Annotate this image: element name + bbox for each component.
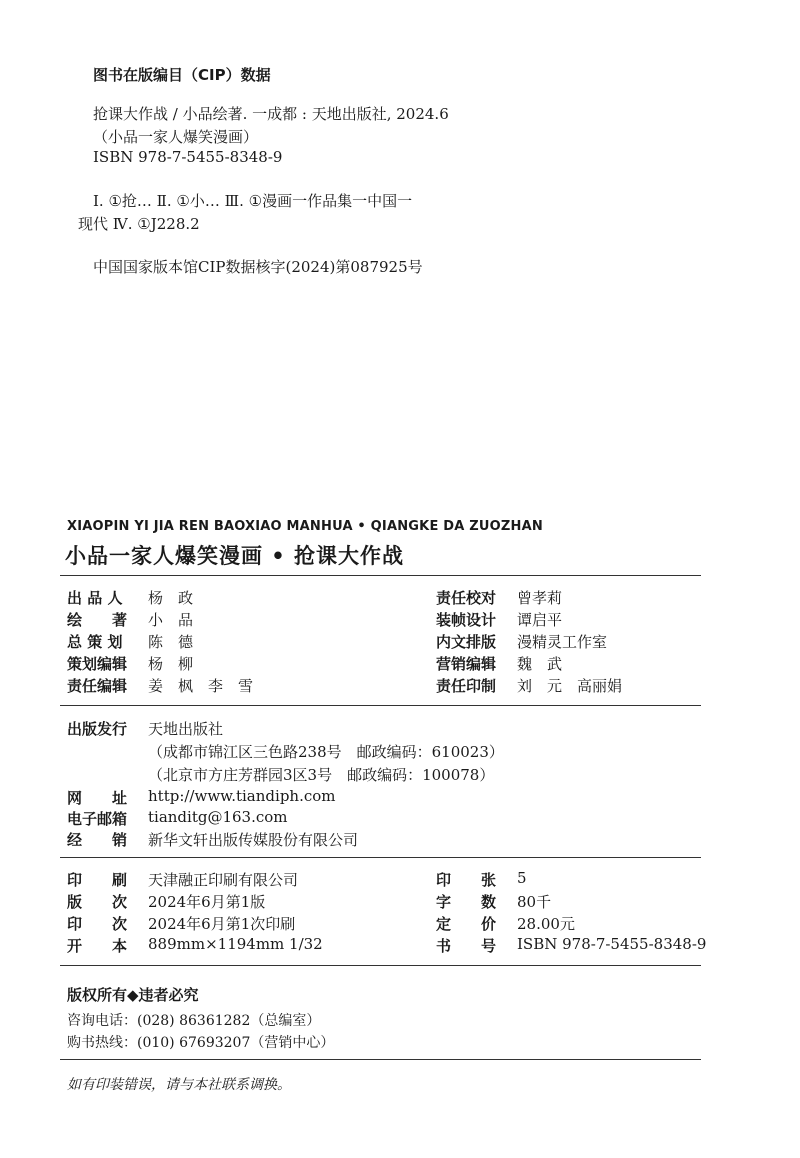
divider	[60, 1059, 701, 1060]
credit-label: 总 策 划	[67, 633, 123, 651]
divider	[60, 575, 701, 576]
replacement-note: 如有印装错误，请与本社联系调换。	[67, 1077, 291, 1093]
print-value: 889mm×1194mm 1/32	[148, 935, 323, 953]
credit-value: 杨 柳	[148, 655, 194, 673]
print-value: 天津融正印刷有限公司	[148, 871, 299, 889]
credit-label: 责任校对	[436, 589, 497, 607]
cip-class-line-1: Ⅰ. ①抢… Ⅱ. ①小… Ⅲ. ①漫画一作品集一中国一	[93, 192, 413, 210]
print-value: 5	[517, 869, 527, 887]
website-label: 网 址	[67, 789, 128, 807]
credit-value: 魏 武	[517, 655, 563, 673]
print-label: 版 次	[67, 893, 128, 911]
credit-label: 绘 著	[67, 611, 128, 629]
credit-label: 责任印制	[436, 677, 497, 695]
credit-value: 陈 德	[148, 633, 194, 651]
print-label: 开 本	[67, 937, 128, 955]
cip-record-number: 中国国家版本馆CIP数据核字(2024)第087925号	[93, 258, 423, 276]
print-label: 印 张	[436, 871, 497, 889]
copyright-notice: 版权所有◆违者必究	[67, 986, 199, 1004]
credit-label: 营销编辑	[436, 655, 497, 673]
print-label: 书 号	[436, 937, 497, 955]
credit-value: 杨 政	[148, 589, 194, 607]
english-series-title: XIAOPIN YI JIA REN BAOXIAO MANHUA • QIANGKE DA ZUOZHAN	[67, 519, 543, 534]
print-value: ISBN 978-7-5455-8348-9	[517, 935, 707, 953]
publisher-address-chengdu: （成都市锦江区三色路238号 邮政编码：610023）	[148, 743, 504, 761]
distributor-name: 新华文轩出版传媒股份有限公司	[148, 831, 359, 849]
distributor-label: 经 销	[67, 831, 128, 849]
credit-label: 装帧设计	[436, 611, 497, 629]
divider	[60, 965, 701, 966]
credit-label: 出 品 人	[67, 589, 123, 607]
chinese-series-title: 小品一家人爆笑漫画 • 抢课大作战	[65, 544, 405, 568]
print-label: 印 刷	[67, 871, 128, 889]
credit-value: 姜 枫 李 雪	[148, 677, 254, 695]
cip-series-line: （小品一家人爆笑漫画）	[93, 128, 259, 146]
credit-value: 谭启平	[517, 611, 563, 629]
credit-label: 内文排版	[436, 633, 497, 651]
order-hotline: 购书热线：(010) 67693207（营销中心）	[67, 1035, 335, 1051]
print-value: 28.00元	[517, 915, 575, 933]
cip-book-line: 抢课大作战 / 小品绘著. 一成都 : 天地出版社, 2024.6	[93, 105, 449, 123]
email-label: 电子邮箱	[67, 810, 128, 828]
website-url: http://www.tiandiph.com	[148, 787, 336, 805]
print-value: 2024年6月第1版	[148, 893, 266, 911]
print-value: 80千	[517, 893, 552, 911]
credit-value: 漫精灵工作室	[517, 633, 608, 651]
credit-value: 小 品	[148, 611, 194, 629]
credit-value: 刘 元 高丽娟	[517, 677, 623, 695]
publisher-label: 出版发行	[67, 720, 128, 738]
print-value: 2024年6月第1次印刷	[148, 915, 296, 933]
divider	[60, 857, 701, 858]
print-label: 定 价	[436, 915, 497, 933]
publisher-name: 天地出版社	[148, 720, 224, 738]
credit-label: 责任编辑	[67, 677, 128, 695]
print-label: 字 数	[436, 893, 497, 911]
divider	[60, 705, 701, 706]
inquiry-phone: 咨询电话：(028) 86361282（总编室）	[67, 1013, 321, 1029]
cip-class-line-2: 现代 Ⅳ. ①J228.2	[78, 215, 200, 233]
email-address: tianditg@163.com	[148, 808, 288, 826]
cip-isbn: ISBN 978-7-5455-8348-9	[93, 148, 283, 166]
credit-value: 曾孝莉	[517, 589, 563, 607]
credit-label: 策划编辑	[67, 655, 128, 673]
cip-heading: 图书在版编目（CIP）数据	[93, 66, 271, 84]
publisher-address-beijing: （北京市方庄芳群园3区3号 邮政编码：100078）	[148, 766, 495, 784]
print-label: 印 次	[67, 915, 128, 933]
